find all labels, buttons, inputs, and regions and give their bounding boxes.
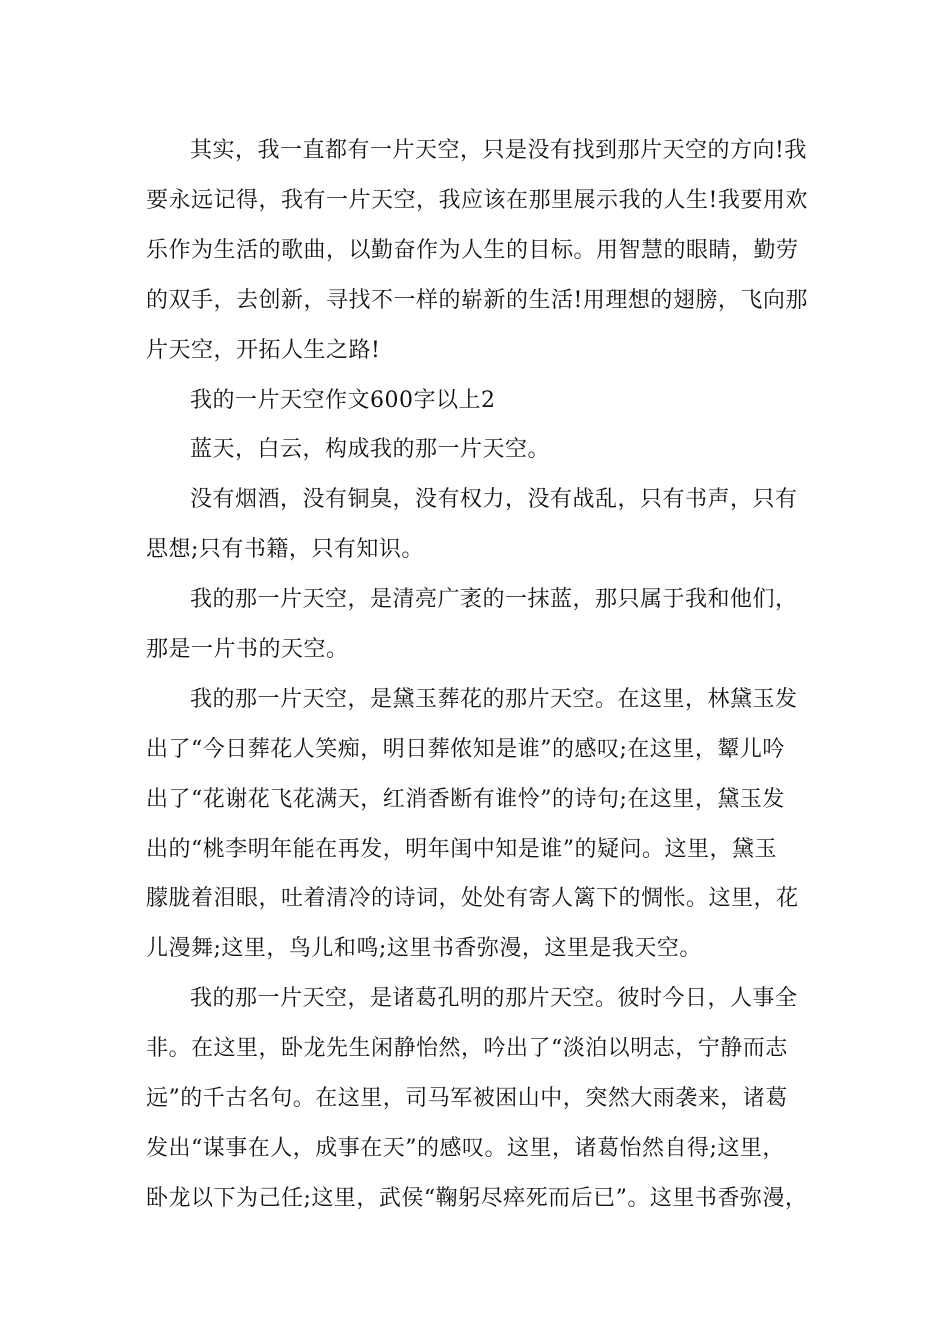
paragraph-line: 发出“谋事在人，成事在天”的感叹。这里，诸葛怡然自得;这里， <box>146 1136 785 1161</box>
paragraph-line: 儿漫舞;这里，鸟儿和鸣;这里书香弥漫，这里是我天空。 <box>146 936 702 961</box>
paragraph-line: 那是一片书的天空。 <box>146 637 349 662</box>
paragraph-line: 出了“花谢花飞花满天，红消香断有谁怜”的诗句;在这里，黛玉发 <box>146 787 785 812</box>
paragraph-line: 非。在这里，卧龙先生闲静怡然，吟出了“淡泊以明志，宁静而志 <box>146 1036 788 1061</box>
paragraph-line: 的双手，去创新，寻找不一样的崭新的生活!用理想的翅膀，飞向那 <box>146 288 808 313</box>
paragraph-line: 卧龙以下为己任;这里，武侯“鞠躬尽瘁死而后已”。这里书香弥漫， <box>146 1186 808 1211</box>
paragraph-line: 要永远记得，我有一片天空，我应该在那里展示我的人生!我要用欢 <box>146 188 808 213</box>
paragraph-line: 出了“今日葬花人笑痴，明日葬侬知是谁”的感叹;在这里，颦儿吟 <box>146 737 785 762</box>
paragraph-line: 乐作为生活的歌曲，以勤奋作为人生的目标。用智慧的眼睛，勤劳 <box>146 238 799 263</box>
paragraph-line: 没有烟酒，没有铜臭，没有权力，没有战乱，只有书声，只有 <box>190 487 798 512</box>
section-heading: 我的一片天空作文600字以上2 <box>190 388 496 413</box>
paragraph-line: 我的那一片天空，是清亮广袤的一抹蓝，那只属于我和他们， <box>190 587 798 612</box>
paragraph-line: 其实，我一直都有一片天空，只是没有找到那片天空的方向!我 <box>190 138 807 163</box>
paragraph-line: 朦胧着泪眼，吐着清冷的诗词，处处有寄人篱下的惆怅。这里，花 <box>146 886 799 911</box>
paragraph-line: 远”的千古名句。在这里，司马军被困山中，突然大雨袭来，诸葛 <box>146 1086 788 1111</box>
paragraph-line: 片天空，开拓人生之路! <box>146 338 381 363</box>
paragraph-line: 出的“桃李明年能在再发，明年闺中知是谁”的疑问。这里，黛玉 <box>146 837 777 862</box>
paragraph-line: 蓝天，白云，构成我的那一片天空。 <box>190 437 551 462</box>
paragraph-line: 我的那一片天空，是诸葛孔明的那片天空。彼时今日，人事全 <box>190 986 798 1011</box>
paragraph-line: 我的那一片天空，是黛玉葬花的那片天空。在这里，林黛玉发 <box>190 687 798 712</box>
paragraph-line: 思想;只有书籍，只有知识。 <box>146 537 424 562</box>
